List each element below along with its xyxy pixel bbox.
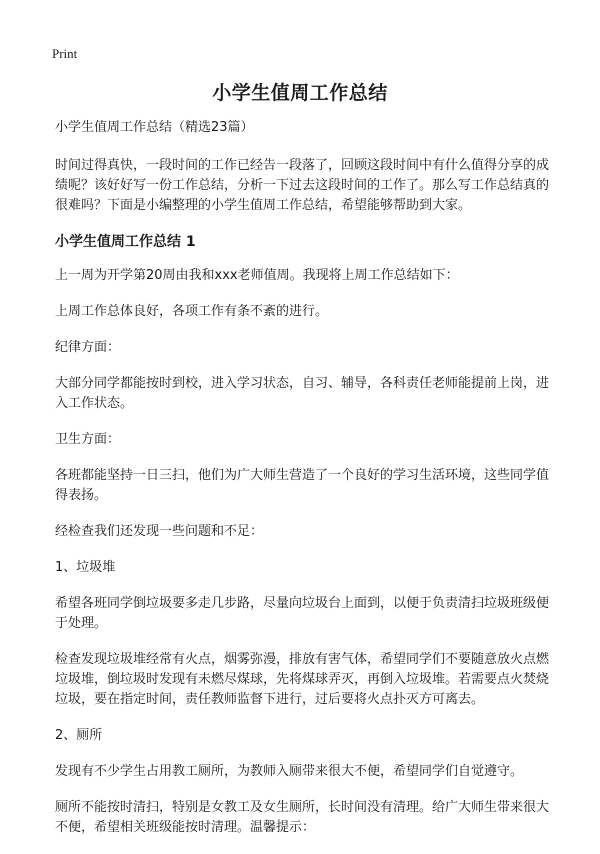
print-link[interactable]: Print: [52, 46, 78, 61]
paragraph: 1、垃圾堆: [55, 560, 116, 575]
intro-paragraph: 时间过得真快，一段时间的工作已经告一段落了，回顾这段时间中有什么值得分享的成绩呢？该好好写一份工作总结，分析一下过去这段时间的工作了。那么写工作总结真的很难吗？下面是小编整理的小学生值周工作总结，希望能够帮助到大家。: [55, 158, 550, 213]
paragraph: 各班都能坚持一日三扫，他们为广大师生营造了一个良好的学习生活环境，这些同学值得表扬。: [55, 468, 550, 503]
paragraph: 纪律方面：: [55, 340, 121, 355]
paragraph: 2、厕所: [55, 728, 103, 743]
paragraph: 发现有不少学生占用教工厕所，为教师入厕带来很大不便，希望同学们自觉遵守。: [55, 764, 524, 779]
paragraph: 上一周为开学第20周由我和xxx老师值周。我现将上周工作总结如下：: [55, 268, 459, 283]
paragraph: 检查发现垃圾堆经常有火点，烟雾弥漫，排放有害气体，希望同学们不要随意放火点燃垃圾堆，倒垃圾时发现有未燃尽煤球，先将煤球弄灭，再倒入垃圾堆。若需要点火焚烧垃圾，要在指定时间，责任教师监督下进行，过后要将火点扑灭方可离去。: [55, 652, 550, 707]
document-title: 小学生值周工作总结: [212, 82, 388, 104]
paragraph: 上周工作总体良好，各项工作有条不紊的进行。: [55, 304, 329, 319]
document-subtitle: 小学生值周工作总结（精选23篇）: [55, 120, 254, 135]
paragraph: 卫生方面：: [55, 432, 121, 447]
paragraph: 大部分同学都能按时到校，进入学习状态，自习、辅导，各科责任老师能提前上岗，进入工作状态。: [55, 376, 550, 411]
paragraph: 希望各班同学倒垃圾要多走几步路，尽量向垃圾台上面到，以便于负责清扫垃圾班级便于处理。: [55, 596, 550, 631]
paragraph: 经检查我们还发现一些问题和不足：: [55, 524, 264, 539]
section-heading: 小学生值周工作总结 1: [55, 234, 196, 250]
paragraph: 厕所不能按时清扫，特别是女教工及女生厕所，长时间没有清理。给广大师生带来很大不便，希望相关班级能按时清理。温馨提示：: [55, 800, 550, 835]
document-body: [55, 118, 550, 854]
